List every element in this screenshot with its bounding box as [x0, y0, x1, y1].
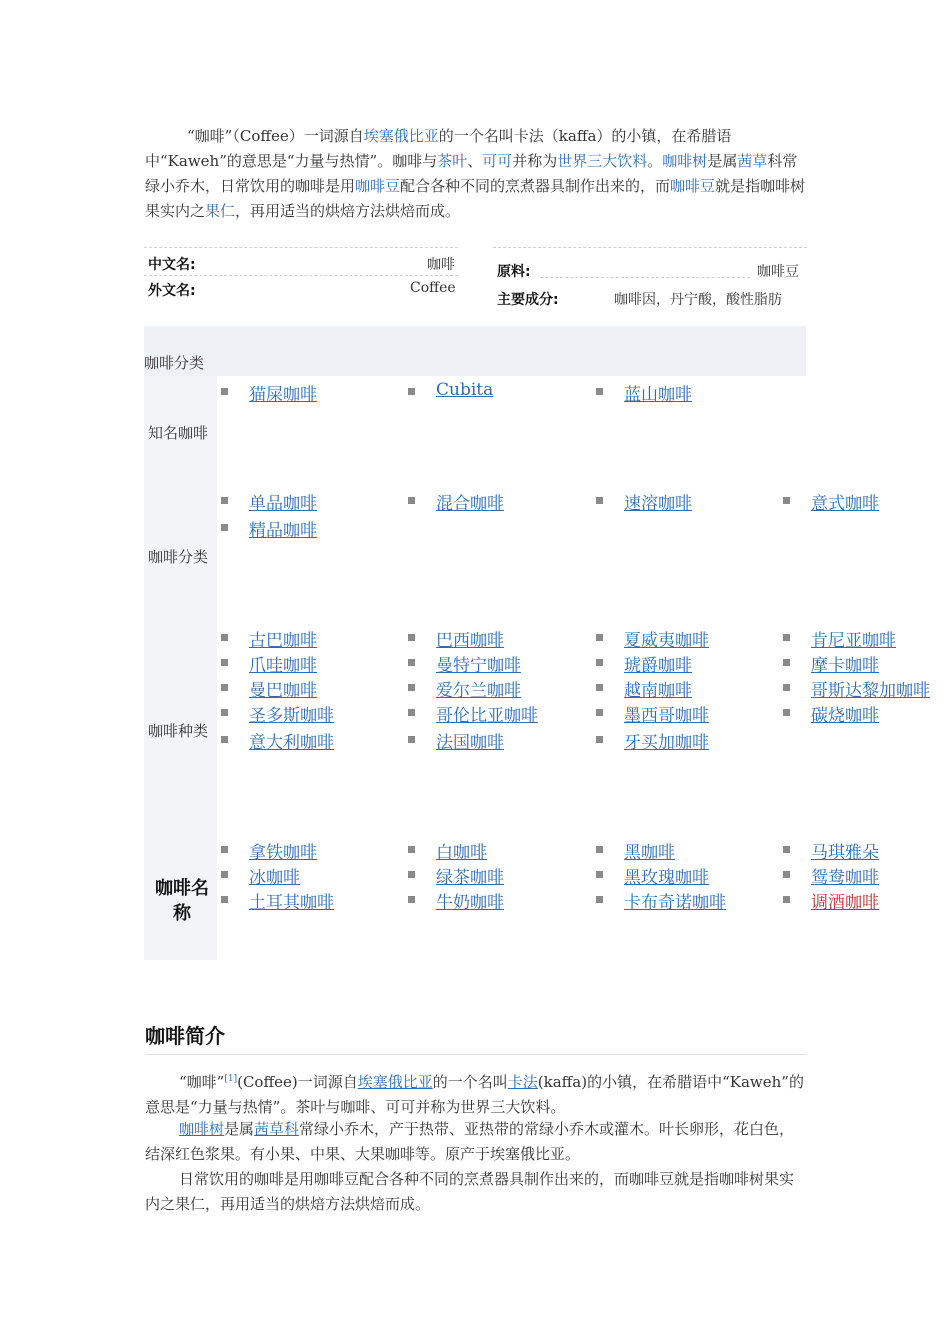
intro-text: ，再用适当的烘焙方法烘焙而成。 [235, 202, 461, 220]
category-link[interactable]: 马琪雅朵 [811, 843, 879, 863]
section-paragraph-2 [145, 1117, 807, 1167]
list-bullet-icon [221, 497, 228, 504]
section-divider [145, 1054, 807, 1055]
link-tea[interactable]: 茶叶 [437, 152, 468, 170]
group-label-cell [144, 376, 217, 466]
list-bullet-icon [408, 659, 415, 666]
intro-text: 。 [647, 152, 663, 170]
list-bullet-icon [221, 388, 228, 395]
category-link[interactable]: 圣多斯咖啡 [249, 706, 334, 726]
citation-ref[interactable]: [1] [224, 1074, 238, 1084]
list-bullet-icon [783, 659, 790, 666]
list-bullet-icon [596, 684, 603, 691]
category-link[interactable]: 拿铁咖啡 [249, 843, 317, 863]
category-link[interactable]: 巴西咖啡 [436, 631, 504, 651]
intro-text: 科常绿小乔木，日常饮用的咖啡是用 [145, 152, 798, 195]
category-link[interactable]: 白咖啡 [436, 843, 487, 863]
category-link[interactable]: 蓝山咖啡 [624, 385, 692, 405]
category-link[interactable]: 黑玫瑰咖啡 [624, 868, 709, 888]
category-link[interactable]: 土耳其咖啡 [249, 893, 334, 913]
group-label-cell [144, 596, 217, 806]
category-link[interactable]: 鸳鸯咖啡 [811, 868, 879, 888]
link-coffee-tree-section[interactable]: 咖啡树 [179, 1120, 225, 1138]
list-bullet-icon [408, 497, 415, 504]
list-bullet-icon [221, 524, 228, 531]
category-link[interactable]: 摩卡咖啡 [811, 656, 879, 676]
section-text: 的一个名叫 [432, 1073, 508, 1091]
group-label-categories: 咖啡分类 [148, 548, 209, 566]
category-link[interactable]: 卡布奇诺咖啡 [624, 893, 726, 913]
list-bullet-icon [783, 846, 790, 853]
category-link[interactable]: 混合咖啡 [436, 494, 504, 514]
category-link[interactable]: 爱尔兰咖啡 [436, 681, 521, 701]
category-link[interactable]: 牙买加咖啡 [624, 733, 709, 753]
infobox-cn-value: 咖啡 [427, 257, 455, 273]
list-bullet-icon [408, 709, 415, 716]
infobox-foreign-label: 外文名: [148, 283, 196, 299]
category-link[interactable]: 意大利咖啡 [249, 733, 334, 753]
list-bullet-icon [221, 709, 228, 716]
section-text: (Coffee)一词源自 [237, 1073, 358, 1091]
list-bullet-icon [596, 659, 603, 666]
list-bullet-icon [408, 684, 415, 691]
list-bullet-icon [221, 684, 228, 691]
section-paragraph-3: 日常饮用的咖啡是用咖啡豆配合各种不同的烹煮器具制作出来的，而咖啡豆就是指咖啡树果实内之果仁，再用适当的烘焙方法烘焙而成。 [145, 1170, 795, 1213]
list-bullet-icon [783, 709, 790, 716]
section-text: 是属 [224, 1120, 255, 1138]
infobox [0, 247, 950, 317]
category-link[interactable]: 夏威夷咖啡 [624, 631, 709, 651]
list-bullet-icon [221, 659, 228, 666]
list-bullet-icon [596, 736, 603, 743]
section-text: 常绿小乔木，产于热带、亚热带的常绿小乔木或灌木。叶长卵形，花白色，结深红色浆果。有小果、中果、大果咖啡等。原产于埃塞俄比亚。 [145, 1120, 795, 1163]
category-link[interactable]: 肯尼亚咖啡 [811, 631, 896, 651]
category-link[interactable]: 哥斯达黎加咖啡 [811, 681, 930, 701]
intro-text: 并称为 [512, 152, 558, 170]
category-link[interactable]: 琥爵咖啡 [624, 656, 692, 676]
list-bullet-icon [783, 684, 790, 691]
infobox-foreign-value: Coffee [410, 280, 456, 296]
category-link[interactable]: 曼巴咖啡 [249, 681, 317, 701]
group-label-famous: 知名咖啡 [148, 424, 209, 442]
list-bullet-icon [596, 709, 603, 716]
section-text: (kaffa)的小镇，在希腊语中“Kaweh”的意思是“力量与热情”。茶叶与咖啡、可可并称为世界三大饮料。 [145, 1073, 804, 1116]
intro-text: 、 [467, 152, 483, 170]
link-kernel[interactable]: 果仁 [205, 202, 236, 220]
category-link[interactable]: 绿茶咖啡 [436, 868, 504, 888]
group-label-cell [144, 466, 217, 596]
category-link[interactable]: 黑咖啡 [624, 843, 675, 863]
intro-text: 是属 [707, 152, 738, 170]
infobox-material-label: 原料: [497, 264, 531, 280]
category-link[interactable]: 碳烧咖啡 [811, 706, 879, 726]
list-bullet-icon [221, 871, 228, 878]
section-text: “咖啡” [179, 1073, 225, 1091]
category-header-title: 咖啡分类 [144, 354, 205, 372]
category-link[interactable]: 意式咖啡 [811, 494, 879, 514]
list-bullet-icon [596, 896, 603, 903]
list-bullet-icon [783, 497, 790, 504]
infobox-ingredients-value: 咖啡因，丹宁酸，酸性脂肪 [614, 292, 782, 308]
link-rubiaceae-section[interactable]: 茜草科 [254, 1120, 300, 1138]
link-ethiopia-section[interactable]: 埃塞俄比亚 [357, 1073, 433, 1091]
list-bullet-icon [408, 846, 415, 853]
link-cocoa[interactable]: 可可 [482, 152, 513, 170]
category-link[interactable]: 冰咖啡 [249, 868, 300, 888]
list-bullet-icon [408, 634, 415, 641]
link-kaffa[interactable]: 卡法 [507, 1073, 538, 1091]
category-link[interactable]: 精品咖啡 [249, 521, 317, 541]
category-link[interactable]: 猫屎咖啡 [249, 385, 317, 405]
category-link[interactable]: 调酒咖啡 [811, 893, 879, 913]
list-bullet-icon [596, 497, 603, 504]
group-label-types: 咖啡种类 [148, 722, 209, 740]
link-coffee-bean[interactable]: 咖啡豆 [355, 177, 401, 195]
list-bullet-icon [783, 634, 790, 641]
infobox-ingredients-label: 主要成分: [497, 292, 559, 308]
intro-text: 配合各种不同的烹煮器具制作出来的，而 [400, 177, 671, 195]
list-bullet-icon [408, 896, 415, 903]
list-bullet-icon [408, 736, 415, 743]
list-bullet-icon [221, 736, 228, 743]
intro-text: 就是指咖啡树果实内之 [145, 177, 806, 220]
link-rubiaceae[interactable]: 茜草 [737, 152, 768, 170]
category-link[interactable]: 爪哇咖啡 [249, 656, 317, 676]
list-bullet-icon [221, 846, 228, 853]
link-world-three-drinks[interactable]: 世界三大饮料 [557, 152, 648, 170]
link-coffee-tree[interactable]: 咖啡树 [662, 152, 708, 170]
list-bullet-icon [221, 896, 228, 903]
category-link[interactable]: 墨西哥咖啡 [624, 706, 709, 726]
infobox-cn-label: 中文名: [148, 257, 196, 273]
category-link[interactable]: 单品咖啡 [249, 494, 317, 514]
list-bullet-icon [783, 896, 790, 903]
link-ethiopia[interactable]: 埃塞俄比亚 [363, 127, 439, 145]
group-label-names: 咖啡名称 [155, 878, 209, 924]
category-link[interactable]: 古巴咖啡 [249, 631, 317, 651]
list-bullet-icon [408, 871, 415, 878]
category-link[interactable]: 牛奶咖啡 [436, 893, 504, 913]
section-title: 咖啡简介 [145, 1024, 225, 1048]
list-bullet-icon [596, 846, 603, 853]
category-link[interactable]: 哥伦比亚咖啡 [436, 706, 538, 726]
list-bullet-icon [596, 871, 603, 878]
category-link[interactable]: 速溶咖啡 [624, 494, 692, 514]
list-bullet-icon [783, 871, 790, 878]
category-link[interactable]: 曼特宁咖啡 [436, 656, 521, 676]
category-link[interactable]: Cubita [436, 380, 494, 400]
link-coffee-bean-2[interactable]: 咖啡豆 [670, 177, 716, 195]
category-link[interactable]: 法国咖啡 [436, 733, 504, 753]
group-label-cell [144, 806, 217, 960]
category-link[interactable]: 越南咖啡 [624, 681, 692, 701]
category-header [144, 326, 806, 376]
list-bullet-icon [596, 388, 603, 395]
intro-paragraph [145, 124, 807, 224]
list-bullet-icon [408, 388, 415, 395]
intro-text: “咖啡”（Coffee）一词源自 [187, 127, 364, 145]
list-bullet-icon [221, 634, 228, 641]
infobox-material-value: 咖啡豆 [757, 264, 799, 280]
intro-text: 的一个名叫卡法（kaffa）的小镇，在希腊语中“Kaweh”的意思是“力量与热情”。咖啡与 [145, 127, 732, 170]
list-bullet-icon [596, 634, 603, 641]
section-paragraph-1 [145, 1067, 807, 1120]
